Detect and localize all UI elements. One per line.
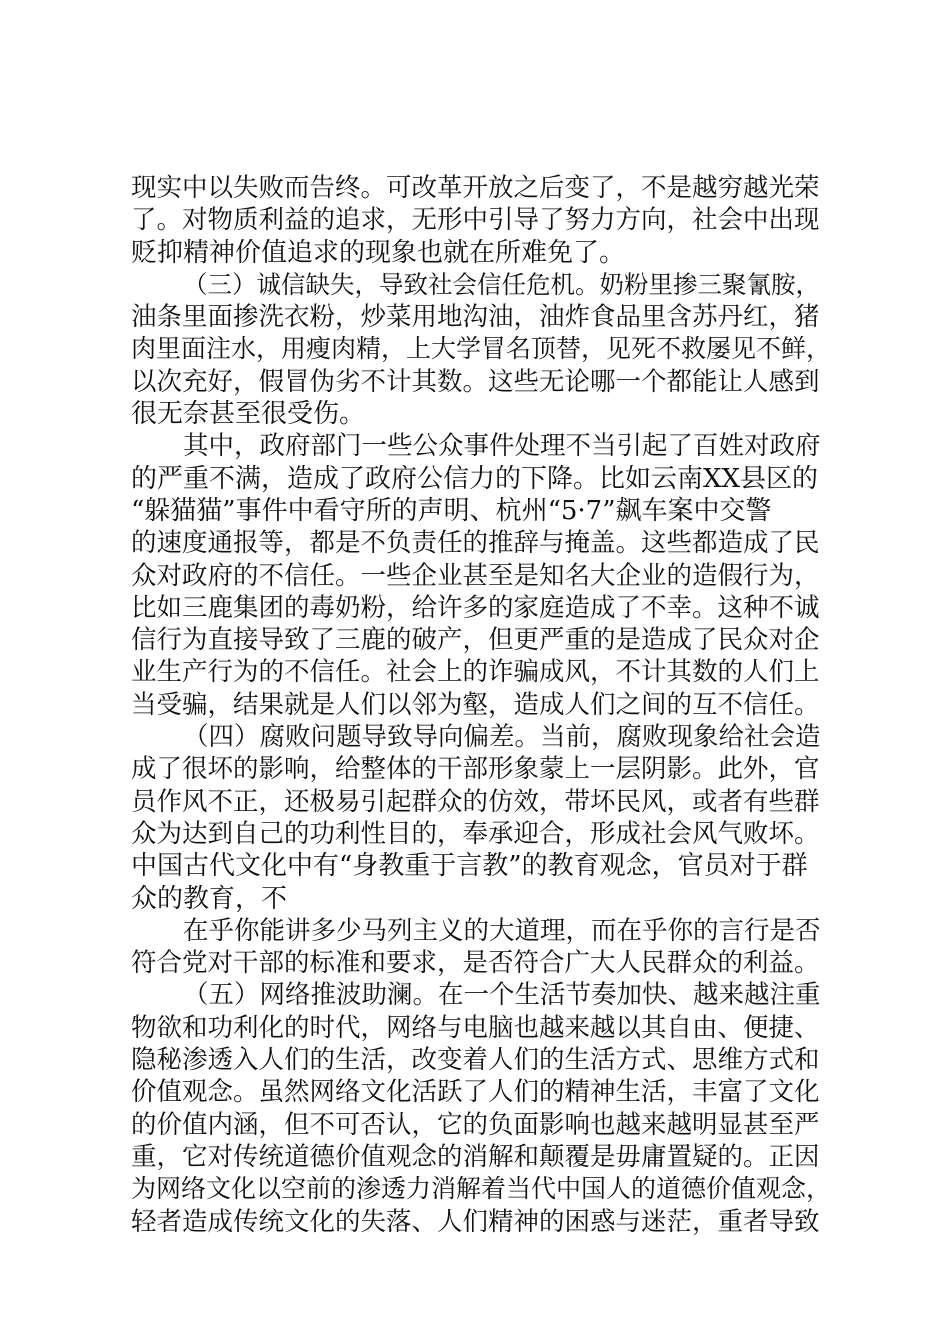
- document-body: [131, 172, 831, 1238]
- text-line: 隐秘渗透入人们的生活，改变着人们的生活方式、思维方式和: [131, 1045, 820, 1076]
- text-line: 中国古代文化中有“身教重于言教”的教育观念，官员对于群: [131, 851, 808, 882]
- text-line: 当受骗，结果就是人们以邻为壑，造成人们之间的互不信任。: [131, 689, 820, 720]
- text-line: 价值观念。虽然网络文化活跃了人们的精神生活，丰富了文化: [131, 1077, 820, 1108]
- text-line: 了。对物质利益的追求，无形中引导了努力方向，社会中出现: [131, 205, 820, 236]
- text-line: 轻者造成传统文化的失落、人们精神的困惑与迷茫，重者导致: [131, 1206, 820, 1237]
- text-line: 重，它对传统道德价值观念的消解和颠覆是毋庸置疑的。正因: [131, 1141, 820, 1172]
- text-line: 现实中以失败而告终。可改革开放之后变了，不是越穷越光荣: [131, 173, 820, 203]
- text-line: 成了很坏的影响，给整体的干部形象蒙上一层阴影。此外，官: [131, 754, 820, 785]
- text-line: 的严重不满，造成了政府公信力的下降。比如云南XX县区的: [131, 463, 819, 494]
- text-line: 众为达到自己的功利性目的，奉承迎合，形成社会风气败坏。: [131, 818, 820, 849]
- text-line: 其中，政府部门一些公众事件处理不当引起了百姓对政府: [183, 431, 821, 462]
- text-line: 比如三鹿集团的毒奶粉，给许多的家庭造成了不幸。这种不诚: [131, 592, 820, 623]
- text-line: 肉里面注水，用瘦肉精，上大学冒名顶替，见死不救屡见不鲜，: [131, 334, 832, 364]
- text-line: 油条里面掺洗衣粉，炒菜用地沟油，油炸食品里含苏丹红，猪: [131, 302, 820, 333]
- text-line: 的价值内涵，但不可否认，它的负面影响也越来越明显甚至严: [131, 1109, 820, 1140]
- text-line: （三）诚信缺失，导致社会信任危机。奶粉里掺三聚氰胺，: [183, 269, 820, 299]
- text-line: 贬抑精神价值追求的现象也就在所难免了。: [131, 237, 626, 268]
- text-line: 员作风不正，还极易引起群众的仿效，带坏民风，或者有些群: [131, 786, 820, 817]
- text-line: （四）腐败问题导致导向偏差。当前，腐败现象给社会造: [183, 722, 821, 753]
- text-line: 众对政府的不信任。一些企业甚至是知名大企业的造假行为，: [131, 560, 820, 591]
- text-line: 的速度通报等，都是不负责任的推辞与掩盖。这些都造成了民: [131, 528, 820, 559]
- text-line: （五）网络推波助澜。在一个生活节奏加快、越来越注重: [183, 980, 821, 1011]
- text-line: “躲猫猫”事件中看守所的声明、杭州“5·7”飙车案中交警: [131, 495, 772, 526]
- text-line: 以次充好，假冒伪劣不计其数。这些无论哪一个都能让人感到: [131, 366, 820, 397]
- text-line: 符合党对干部的标准和要求，是否符合广大人民群众的利益。: [131, 948, 820, 979]
- text-line: 物欲和功利化的时代，网络与电脑也越来越以其自由、便捷、: [131, 1012, 820, 1043]
- text-line: 业生产行为的不信任。社会上的诈骗成风，不计其数的人们上: [131, 657, 820, 688]
- text-line: 很无奈甚至很受伤。: [131, 399, 366, 430]
- text-line: 在乎你能讲多少马列主义的大道理，而在乎你的言行是否: [183, 915, 821, 946]
- text-line: 信行为直接导致了三鹿的破产，但更严重的是造成了民众对企: [131, 625, 820, 656]
- text-line: 为网络文化以空前的渗透力消解着当代中国人的道德价值观念，: [131, 1174, 832, 1204]
- text-line: 众的教育，不: [131, 883, 288, 914]
